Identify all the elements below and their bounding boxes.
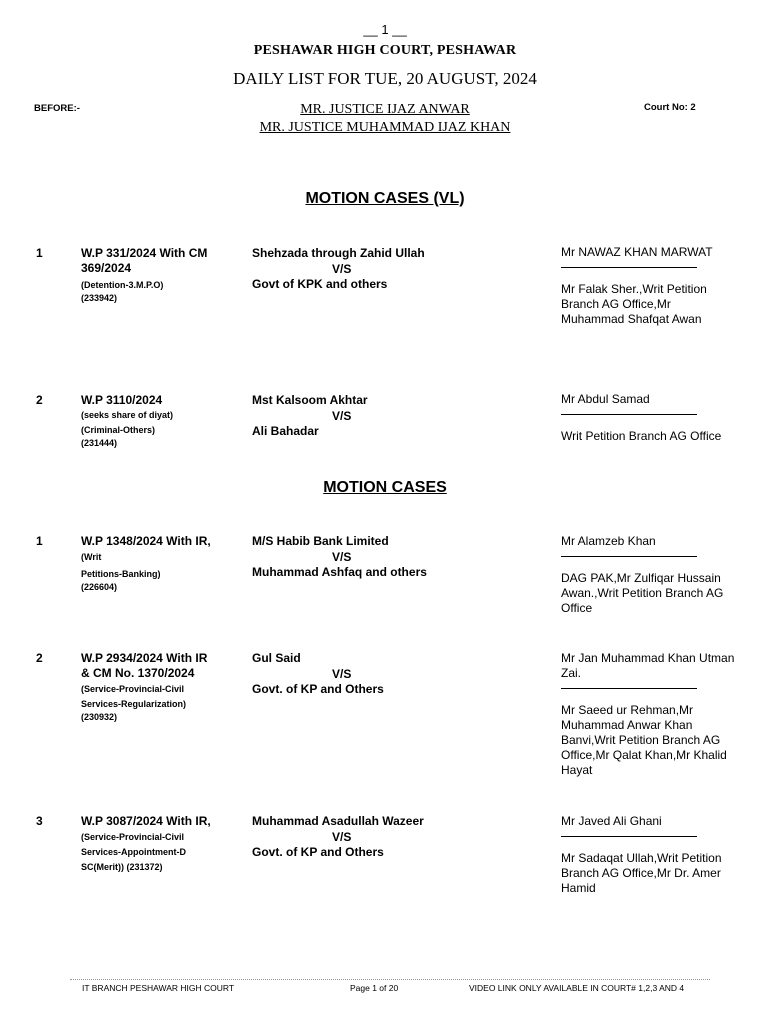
parties	[252, 393, 522, 440]
footer-divider	[70, 979, 710, 980]
petitioner-counsel: Mr Javed Ali Ghani	[561, 814, 662, 828]
respondent-counsel: DAG PAK,Mr Zulfiqar Hussain Awan.,Writ Petition Branch AG Office	[561, 571, 724, 615]
case-info	[81, 534, 231, 593]
petitioner: Muhammad Asadullah Wazeer	[252, 814, 424, 828]
versus: V/S	[332, 666, 352, 681]
case-number: 1	[36, 534, 43, 548]
section-title-vl: MOTION CASES (VL)	[305, 190, 465, 207]
case-info	[81, 814, 231, 875]
case-number: 1	[36, 246, 43, 260]
counsel	[561, 814, 736, 896]
respondent: Muhammad Ashfaq and others	[252, 565, 427, 579]
respondent-counsel: Mr Falak Sher.,Writ Petition Branch AG Office,Mr Muhammad Shafqat Awan	[561, 282, 707, 326]
judge-1: MR. JUSTICE IJAZ ANWAR	[300, 102, 470, 117]
section-title-motion: MOTION CASES	[323, 479, 447, 496]
case-number: 3	[36, 814, 43, 828]
judge-2: MR. JUSTICE MUHAMMAD IJAZ KHAN	[259, 120, 511, 135]
case-detail: (seeks share of diyat)	[81, 410, 174, 420]
case-detail: (Criminal-Others)	[81, 425, 156, 435]
divider	[561, 829, 697, 837]
counsel	[561, 651, 736, 778]
respondent-counsel: Writ Petition Branch AG Office	[561, 429, 722, 443]
petitioner: Mst Kalsoom Akhtar	[252, 393, 368, 407]
before-label: BEFORE:-	[34, 103, 80, 114]
divider	[561, 681, 697, 689]
counsel	[561, 392, 736, 444]
case-detail: Petitions-Banking)	[81, 569, 161, 579]
page-marker: __ 1 __	[363, 22, 407, 37]
case-no: W.P 331/2024 With CM 369/2024	[81, 246, 208, 275]
parties	[252, 814, 522, 861]
case-no-suffix: (Writ	[81, 552, 102, 562]
parties	[252, 246, 522, 293]
case-no: W.P 1348/2024 With IR, (Writ	[81, 534, 211, 562]
respondent: Govt of KPK and others	[252, 277, 388, 291]
case-detail: Services-Regularization)	[81, 699, 187, 709]
petitioner: Shehzada through Zahid Ullah	[252, 246, 425, 260]
case-number: 2	[36, 393, 43, 407]
petitioner: Gul Said	[252, 651, 301, 665]
versus: V/S	[332, 829, 352, 844]
case-info	[81, 393, 231, 449]
petitioner-counsel: Mr NAWAZ KHAN MARWAT	[561, 245, 713, 259]
case-detail: (Service-Provincial-Civil	[81, 684, 185, 694]
counsel	[561, 534, 736, 616]
case-detail: (231444)	[81, 438, 118, 448]
respondent-counsel: Mr Sadaqat Ullah,Writ Petition Branch AG Office,Mr Dr. Amer Hamid	[561, 851, 722, 895]
court-title: PESHAWAR HIGH COURT, PESHAWAR	[253, 43, 517, 58]
petitioner-counsel: Mr Alamzeb Khan	[561, 534, 656, 548]
case-detail: (230932)	[81, 712, 118, 722]
versus: V/S	[332, 408, 352, 423]
court-number: Court No: 2	[644, 102, 696, 113]
case-detail: Services-Appointment-D	[81, 847, 187, 857]
footer-right: VIDEO LINK ONLY AVAILABLE IN COURT# 1,2,3 AND 4	[469, 983, 685, 993]
daily-list-title: DAILY LIST FOR TUE, 20 AUGUST, 2024	[233, 69, 537, 88]
divider	[561, 260, 697, 268]
footer-page: Page 1 of 20	[350, 983, 399, 993]
divider	[561, 407, 697, 415]
respondent: Govt. of KP and Others	[252, 845, 384, 859]
case-detail: (226604)	[81, 582, 118, 592]
divider	[561, 549, 697, 557]
petitioner-counsel: Mr Abdul Samad	[561, 392, 650, 406]
respondent: Govt. of KP and Others	[252, 682, 384, 696]
case-info	[81, 246, 231, 304]
case-detail: (233942)	[81, 293, 118, 303]
counsel	[561, 245, 736, 327]
case-no: W.P 2934/2024 With IR & CM No. 1370/2024	[81, 651, 208, 680]
case-info	[81, 651, 231, 723]
versus: V/S	[332, 549, 352, 564]
parties	[252, 651, 522, 698]
case-detail: (Detention-3.M.P.O)	[81, 280, 164, 290]
versus: V/S	[332, 261, 352, 276]
case-no: W.P 3110/2024	[81, 393, 163, 407]
case-number: 2	[36, 651, 43, 665]
case-detail: SC(Merit)) (231372)	[81, 862, 163, 872]
respondent-counsel: Mr Saeed ur Rehman,Mr Muhammad Anwar Khan Banvi,Writ Petition Branch AG Office,Mr Qalat Khan,Mr Khalid Hayat	[561, 703, 727, 777]
footer-left: IT BRANCH PESHAWAR HIGH COURT	[82, 983, 235, 993]
case-detail: (Service-Provincial-Civil	[81, 832, 185, 842]
case-no: W.P 3087/2024 With IR,	[81, 814, 211, 828]
petitioner: M/S Habib Bank Limited	[252, 534, 389, 548]
parties	[252, 534, 522, 581]
respondent: Ali Bahadar	[252, 424, 319, 438]
petitioner-counsel: Mr Jan Muhammad Khan Utman Zai.	[561, 651, 735, 680]
